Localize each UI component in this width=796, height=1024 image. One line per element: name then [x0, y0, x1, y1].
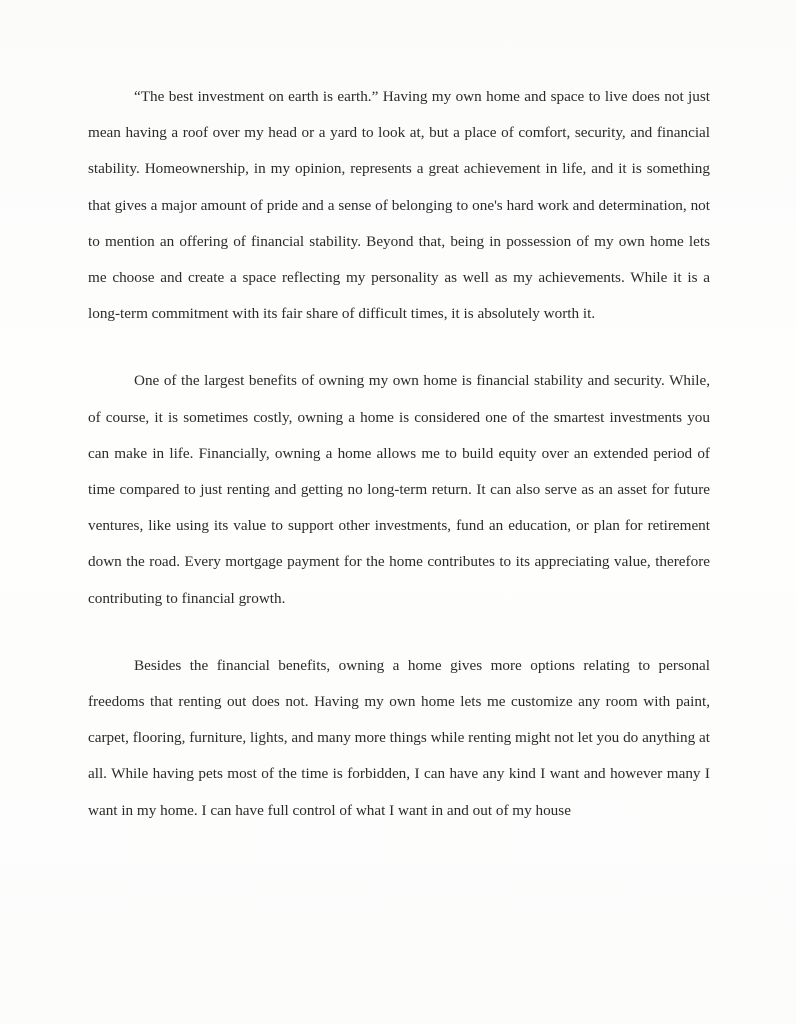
paragraph-2: One of the largest benefits of owning my own home is financial stability and security. While, of course, it is sometimes costly, owning a home is considered one of the smartest investments you can make in life. Financially, owning a home allows me to build equity over an extended period of time compared to just renting and getting no long-term return. It can also serve as an asset for future ventures, like using its value to support other investments, fund an education, or plan for retirement down the road. Every mortgage payment for the home contributes to its appreciating value, therefore contributing to financial growth. — [88, 372, 710, 607]
paragraph-1: “The best investment on earth is earth.” Having my own home and space to live does not just mean having a roof over my head or a yard to look at, but a place of comfort, security, and financial stability. Homeownership, in my opinion, represents a great achievement in life, and it is something that gives a major amount of pride and a sense of belonging to one's hard work and determination, not to mention an offering of financial stability. Beyond that, being in possession of my own home lets me choose and create a space reflecting my personality as well as my achievements. While it is a long-term commitment with its fair share of difficult times, it is absolutely worth it. — [88, 88, 710, 323]
paragraph-3: Besides the financial benefits, owning a home gives more options relating to personal freedoms that renting out does not. Having my own home lets me customize any room with paint, carpet, flooring, furniture, lights, and many more things while renting might not let you do anything at all. While having pets most of the time is forbidden, I can have any kind I want and however many I want in my home. I can have full control of what I want in and out of my house — [88, 656, 710, 819]
essay-body — [88, 79, 710, 829]
